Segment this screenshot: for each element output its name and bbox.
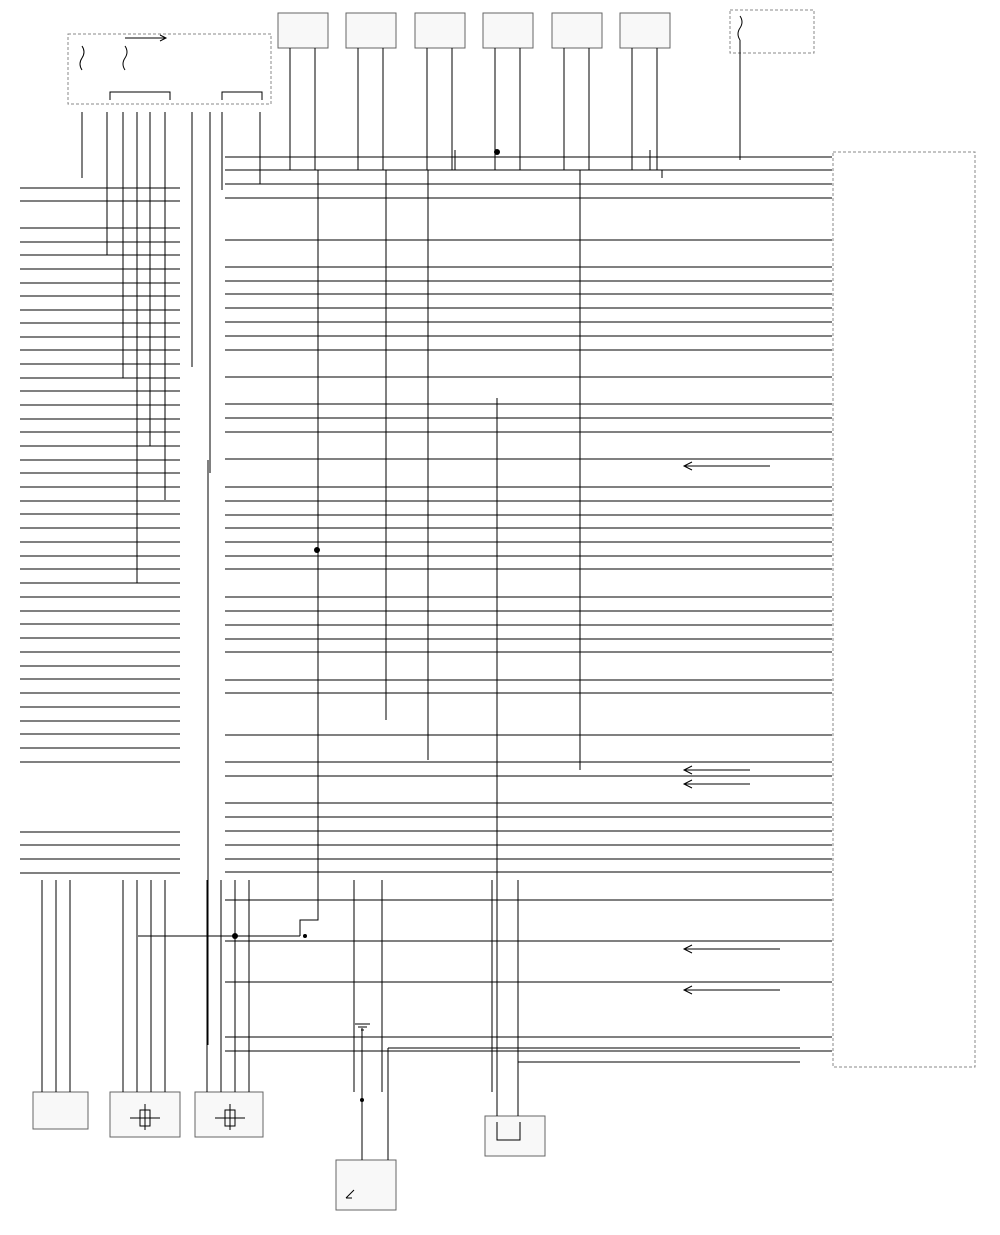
heated-oxygen-sensor-2	[195, 1092, 263, 1137]
external-charging	[684, 986, 780, 994]
fuse-block	[730, 10, 814, 160]
ac-pressure-sensor	[33, 1092, 88, 1129]
external-ac	[684, 766, 750, 788]
fuel-injector-6	[552, 13, 602, 170]
injector-body	[483, 13, 533, 48]
junction-block	[68, 34, 271, 104]
injector-body	[278, 13, 328, 48]
heated-oxygen-sensor-1	[110, 1092, 180, 1137]
ground-g112	[138, 550, 318, 938]
fuel-injector-4	[620, 13, 670, 170]
fuel-injector-5	[483, 13, 533, 170]
pcm	[833, 152, 975, 1067]
engine-oil-level-sensor	[336, 1024, 800, 1210]
external-abs	[684, 462, 770, 470]
evap-vent-solenoid	[485, 398, 800, 1156]
injector-body	[552, 13, 602, 48]
fuel-injector-3	[346, 13, 396, 170]
fuel-injector-1	[278, 13, 328, 170]
injector-body	[415, 13, 465, 48]
splice-s109	[494, 149, 500, 155]
external-cruise	[684, 945, 780, 953]
splice-s167	[314, 547, 320, 553]
injector-body	[346, 13, 396, 48]
injector-body	[620, 13, 670, 48]
fuel-injector-2	[415, 13, 465, 170]
